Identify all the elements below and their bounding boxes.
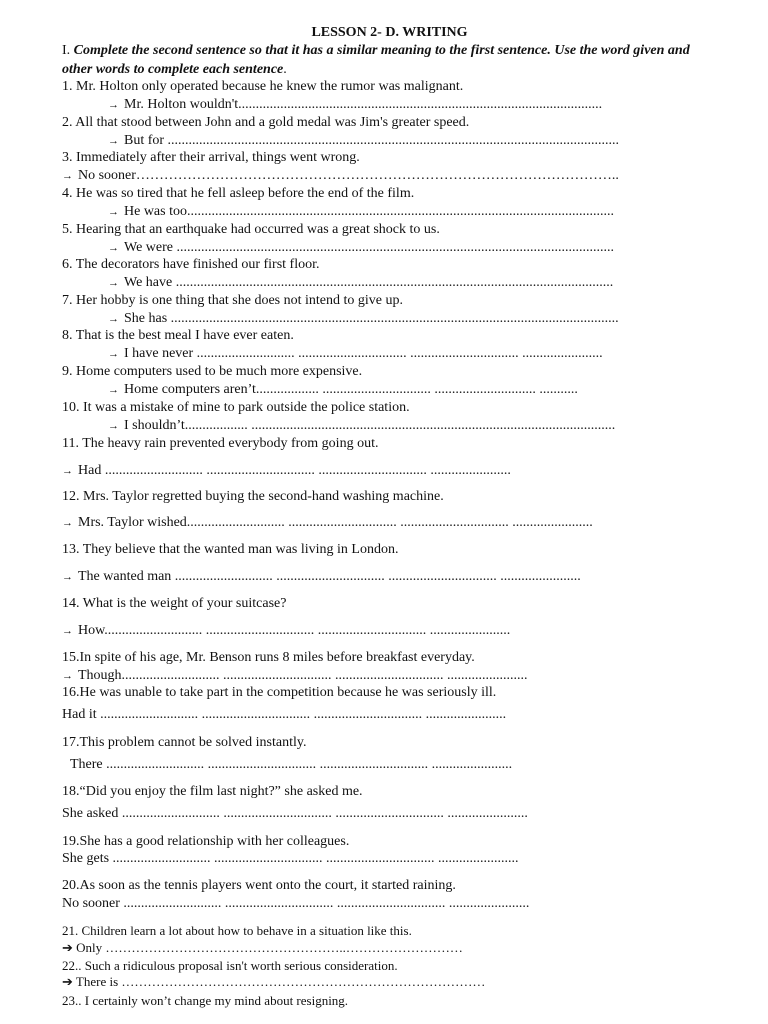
question-18: 18.“Did you enjoy the film last night?” she asked me. (62, 784, 363, 799)
answer-line-2 (108, 132, 619, 150)
question-4: 4. He was so tired that he fell asleep before the end of the film. (62, 186, 415, 201)
question-5: 5. Hearing that an earthquake had occurred was a great shock to us. (62, 222, 440, 237)
answer-line-14 (62, 622, 510, 640)
arrow-icon: → (62, 670, 73, 682)
instruction-end: . (283, 62, 287, 77)
question-13: 13. They believe that the wanted man was living in London. (62, 542, 399, 557)
question-21: 21. Children learn a lot about how to behave in a situation like this. (62, 923, 412, 938)
answer-prompt-22: There is ………………………………………………………………………… (75, 974, 486, 989)
answer-prompt-14: How............................ ............................... ............................... ....................... (78, 623, 511, 638)
question-15: 15.In spite of his age, Mr. Benson runs 8 miles before breakfast everyday. (62, 650, 475, 665)
arrow-icon: → (62, 571, 73, 583)
answer-line-11 (62, 462, 511, 480)
arrow-icon: → (62, 517, 73, 529)
answer-prompt-7: She has ................................................................................................................................ (124, 311, 619, 326)
instruction (62, 41, 722, 79)
arrow-icon: → (62, 170, 73, 182)
arrow-icon: → (108, 206, 119, 218)
arrow-icon: → (108, 99, 119, 111)
arrow-icon: → (62, 625, 73, 637)
answer-line-21 (62, 939, 463, 956)
answer-line-22 (62, 973, 485, 990)
question-1: 1. Mr. Holton only operated because he knew the rumor was malignant. (62, 79, 464, 94)
answer-line-8 (108, 345, 603, 363)
arrow-icon: → (62, 465, 73, 477)
answer-prompt-4: He was too.......................................................................................................................... (124, 204, 614, 219)
answer-prompt-21: Only ………………………………………………..……………………… (76, 940, 463, 955)
answer-prompt-12: Mrs. Taylor wished............................ ............................... ............................... ....................... (78, 515, 593, 530)
answer-prompt-2: But for ................................................................................................................................. (124, 133, 620, 148)
answer-line-18: She asked ............................ ............................... ............................... ....................... (62, 806, 528, 821)
arrow-icon: → (108, 135, 119, 147)
question-2: 2. All that stood between John and a gold medal was Jim's greater speed. (62, 115, 470, 130)
question-11: 11. The heavy rain prevented everybody from going out. (62, 436, 379, 451)
instruction-numeral: I. (62, 43, 71, 58)
answer-line-7 (108, 310, 619, 328)
answer-prompt-10: I shouldn’t.................. ........................................................................................................ (124, 418, 616, 433)
answer-prompt-3: No sooner………………………………………………………………………………………….. (78, 168, 619, 183)
instruction-text: Complete the second sentence so that it has a similar meaning to the first sentence. Use the word given and other words to complete each sentence (62, 43, 690, 77)
question-23: 23.. I certainly won’t change my mind about resigning. (62, 993, 349, 1008)
arrow-icon: → (108, 384, 119, 396)
answer-line-13 (62, 568, 581, 586)
question-6: 6. The decorators have finished our first floor. (62, 257, 320, 272)
answer-prompt-13: The wanted man ............................ ............................... ............................... ....................... (78, 569, 581, 584)
answer-line-20: No sooner ............................ ............................... ............................... ....................... (62, 896, 530, 911)
answer-line-1 (108, 96, 602, 114)
answer-prompt-8: I have never ............................ ............................... ............................... ....................... (124, 346, 603, 361)
question-19: 19.She has a good relationship with her colleagues. (62, 834, 350, 849)
arrow-icon: → (108, 348, 119, 360)
lesson-title: LESSON 2- D. WRITING (311, 25, 468, 40)
question-22: 22.. Such a ridiculous proposal isn't worth serious consideration. (62, 958, 398, 973)
question-7: 7. Her hobby is one thing that she does not intend to give up. (62, 293, 404, 308)
answer-prompt-6: We have ............................................................................................................................. (124, 275, 614, 290)
question-14: 14. What is the weight of your suitcase? (62, 596, 287, 611)
answer-line-16: Had it ............................ ............................... ............................... ....................... (62, 707, 507, 722)
answer-line-17: There ............................ ............................... ............................... ....................... (70, 757, 513, 772)
arrow-icon: → (108, 242, 119, 254)
answer-line-19: She gets ............................ ............................... ............................... ....................... (62, 851, 519, 866)
answer-line-15 (62, 667, 528, 685)
arrow-icon: ➔ (62, 940, 73, 955)
answer-prompt-1: Mr. Holton wouldn't........................................................................................................ (124, 97, 603, 112)
answer-prompt-11: Had ............................ ............................... ............................... ....................... (78, 463, 511, 478)
arrow-icon: ➔ (62, 974, 73, 989)
question-3: 3. Immediately after their arrival, things went wrong. (62, 150, 360, 165)
answer-line-9 (108, 381, 578, 399)
answer-line-6 (108, 274, 613, 292)
question-9: 9. Home computers used to be much more expensive. (62, 364, 363, 379)
question-17: 17.This problem cannot be solved instantly. (62, 735, 307, 750)
answer-line-3 (62, 167, 619, 185)
answer-prompt-15: Though............................ ............................... ............................... ....................... (78, 668, 528, 683)
answer-prompt-9: Home computers aren’t.................. ............................... ............................. ........... (124, 382, 578, 397)
question-12: 12. Mrs. Taylor regretted buying the second-hand washing machine. (62, 489, 444, 504)
answer-line-5 (108, 239, 614, 257)
answer-line-12 (62, 514, 593, 532)
arrow-icon: → (108, 313, 119, 325)
question-10: 10. It was a mistake of mine to park outside the police station. (62, 400, 410, 415)
answer-line-4 (108, 203, 614, 221)
arrow-icon: → (108, 277, 119, 289)
question-20: 20.As soon as the tennis players went onto the court, it started raining. (62, 878, 456, 893)
question-8: 8. That is the best meal I have ever eaten. (62, 328, 294, 343)
answer-line-10 (108, 417, 615, 435)
question-16: 16.He was unable to take part in the competition because he was seriously ill. (62, 685, 497, 700)
arrow-icon: → (108, 420, 119, 432)
answer-prompt-5: We were ............................................................................................................................. (124, 240, 615, 255)
